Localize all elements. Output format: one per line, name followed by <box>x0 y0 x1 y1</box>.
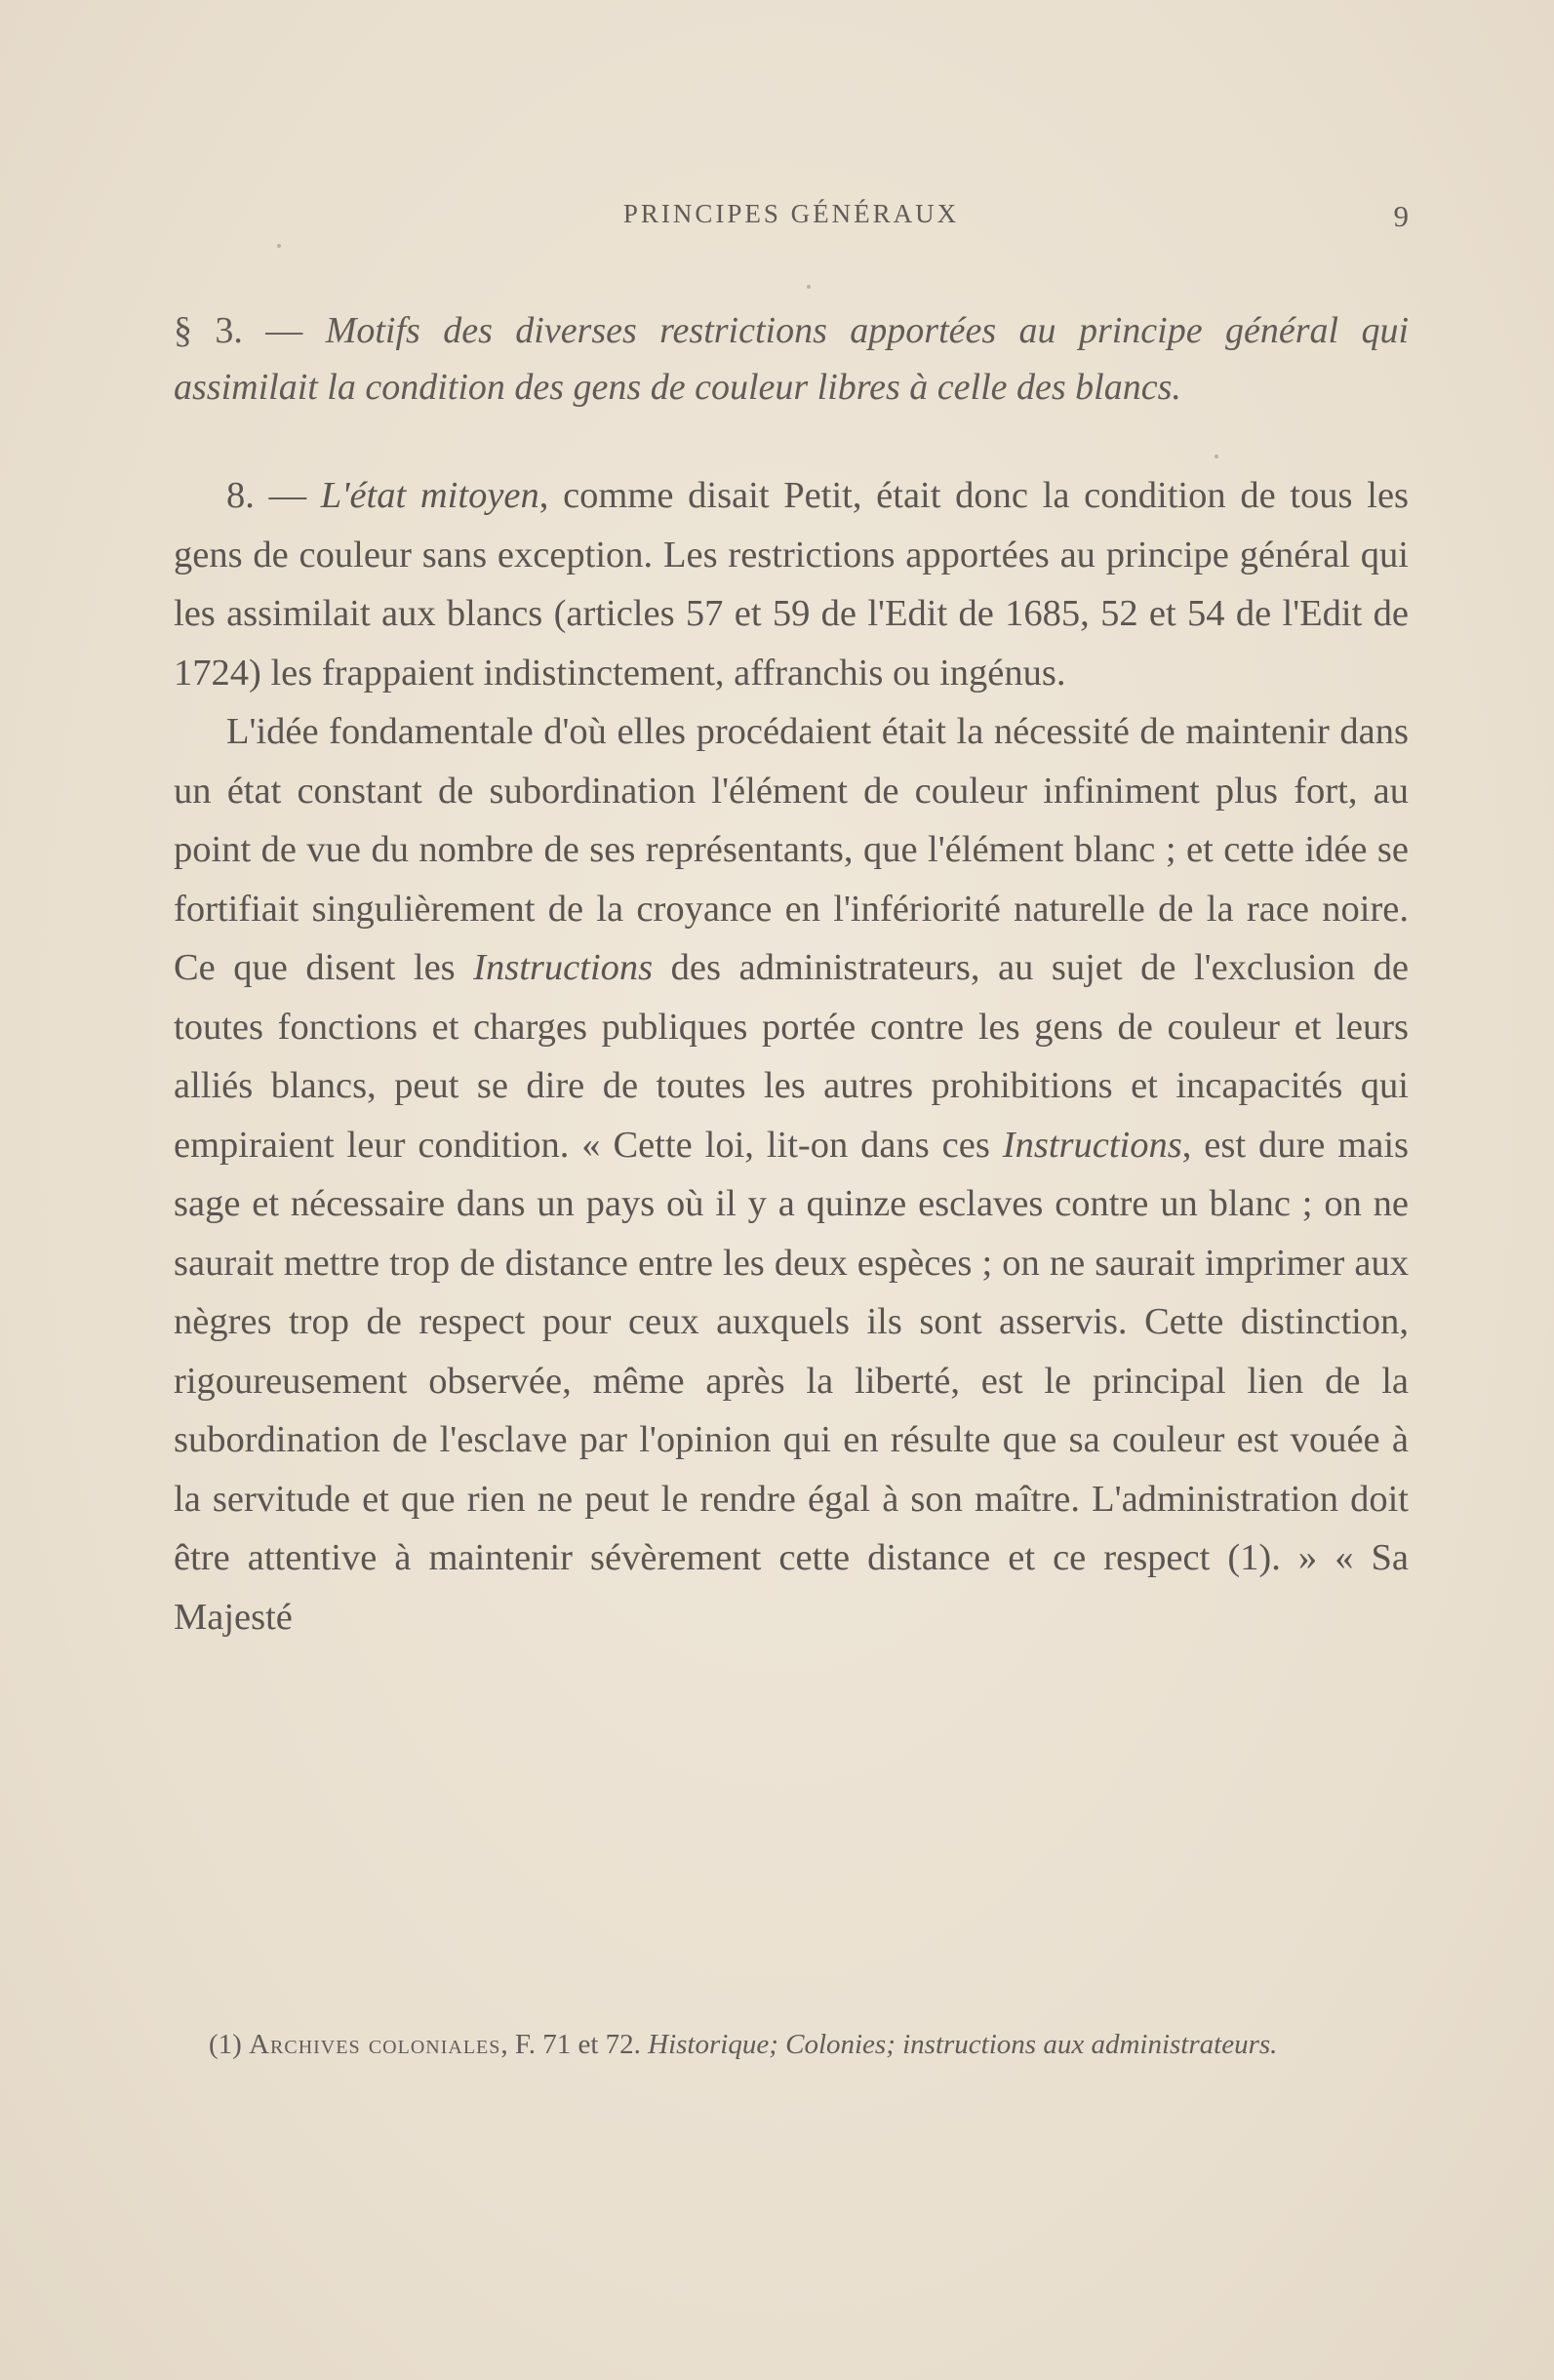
paragraph-number: 8. — <box>226 475 321 516</box>
footnote-reference: , F. 71 et 72. <box>500 2029 649 2060</box>
paragraph-lead-italic: L'état mitoyen <box>320 475 539 516</box>
paragraph-body-part-2: des administrateurs, au sujet de l'exclusion de toutes fonctions et charges publiques portée contre les gens de couleur et leurs alliés blancs, peut se dire de toutes les autres prohibitions et incapacités qui empiraient leur condition. « Cette loi, lit-on dans ces <box>174 947 1409 1166</box>
italic-instructions-1: Instructions <box>473 947 654 988</box>
paragraph-body-part-1: L'idée fondamentale d'où elles procédaient était la nécessité de maintenir dans un état constant de subordination l'élément de couleur infiniment plus fort, au point de vue du nombre de ses représentants, que l'élément blanc ; et cette idée se fortifiait singulièrement de la croyance en l'infériorité naturelle de la race noire. Ce que disent les <box>174 711 1409 988</box>
section-heading <box>174 302 1409 416</box>
paragraph-body: , comme disait Petit, était donc la condition de tous les gens de couleur sans exception. Les restrictions apportées au principe général qui les assimilait aux blancs (articles 57 et 59 de l'Edit de 1685, 52 et 54 de l'Edit de 1724) les frappaient indistinctement, affranchis ou ingénus. <box>174 475 1410 694</box>
italic-instructions-2: Instructions <box>1002 1124 1182 1166</box>
paragraph-idee-fondamentale <box>174 702 1409 1646</box>
paragraph-8 <box>174 466 1409 702</box>
paper-speck <box>807 285 811 289</box>
paper-speck <box>277 244 281 248</box>
running-head <box>174 199 1409 238</box>
footnote-source: Archives coloniales <box>249 2029 501 2060</box>
section-title: Motifs des diverses restrictions apportées au principe général qui assimilait la condition des gens de couleur libres à celle des blancs. <box>174 310 1410 408</box>
main-text <box>174 302 1409 1646</box>
paper-speck <box>1215 455 1218 458</box>
running-title: PRINCIPES GÉNÉRAUX <box>622 199 960 228</box>
section-number: § 3. — <box>174 310 326 351</box>
footnote-mark: (1) <box>209 2029 250 2060</box>
footnote <box>174 2024 1409 2065</box>
page-number: 9 <box>1393 199 1409 233</box>
paragraph-body-part-3: , est dure mais sage et nécessaire dans un pays où il y a quinze esclaves contre un blanc ; on ne saurait mettre trop de distance entre les deux espèces ; on ne saurait imprimer aux nègres trop de respect pour ceux auxquels ils sont asservis. Cette distinction, rigoureusement observée, même après la liberté, est le principal lien de la subordination de l'esclave par l'opinion qui en résulte que sa couleur est vouée à la servitude et que rien ne peut le rendre égal à son maître. L'administration doit être attentive à maintenir sévèrement cette distance et ce respect (1). » « Sa Majesté <box>174 1124 1410 1638</box>
footnote-italic-title: Historique; Colonies; instructions aux administrateurs. <box>648 2029 1278 2060</box>
